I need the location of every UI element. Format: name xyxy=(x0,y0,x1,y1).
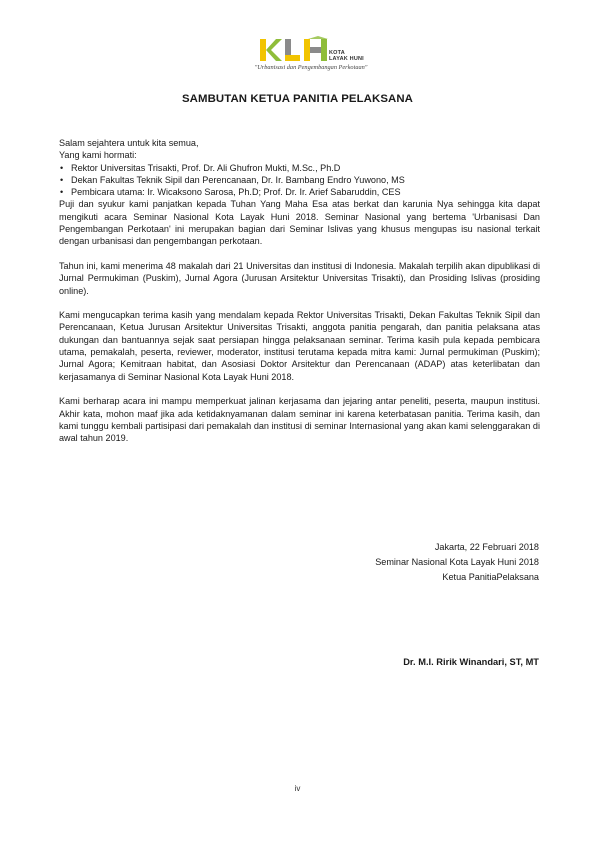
event-name: Seminar Nasional Kota Layak Huni 2018 xyxy=(375,557,539,567)
klh-logo-mark xyxy=(258,36,338,64)
paragraph-papers: Tahun ini, kami menerima 48 makalah dari 21 Universitas dan institusi di Indonesia. Makalah terpilih akan dipublikasi di Jurnal Permukiman (Puskim), Jurnal Agora (Jurusan Arsitektur Universitas Trisakti), dan Prosiding Islivas (prosiding online). xyxy=(59,260,540,296)
signer-role: Ketua PanitiaPelaksana xyxy=(442,572,539,582)
paragraph-thanks: Kami mengucapkan terima kasih yang mendalam kepada Rektor Universitas Trisakti, Dekan Fakultas Teknik Sipil dan Perencanaan, Ketua Jurusan Arsitektur Universitas Trisakti, anggota panitia pengarah, dan panitia pelaksana atas dukungan dan bantuannya sejak saat persiapan hingga pelaksanaan seminar. Terima kasih pula kepada pembicara utama, pemakalah, peserta, reviewer, moderator, institusi terutama kepada mitra kami: Jurnal permukiman (Puskim); Jurnal Agora; Kemitraan habitat, dan Asosiasi Doktor Arsitektur dan Perencanaan (ADAP) atas keterlibatan dan kerjasamanya di Seminar Nasional Kota Layak Huni 2018. xyxy=(59,310,540,382)
bullet-icon: • xyxy=(60,174,64,185)
letter-body xyxy=(59,137,540,444)
logo-kota-text: KOTA LAYAK HUNI xyxy=(329,50,364,62)
list-item: • Pembicara utama: Ir. Wicaksono Sarosa, Ph.D; Prof. Dr. Ir. Arief Sabaruddin, CES xyxy=(60,187,401,198)
respected-list xyxy=(59,162,540,199)
list-item: • Dekan Fakultas Teknik Sipil dan Perencanaan, Dr. Ir. Bambang Endro Yuwono, MS xyxy=(60,174,405,185)
signoff-block xyxy=(375,540,539,585)
page-number: iv xyxy=(294,784,301,793)
bullet-icon: • xyxy=(60,187,64,198)
greeting: Salam sejahtera untuk kita semua, xyxy=(59,138,199,148)
bullet-icon: • xyxy=(60,162,64,173)
paragraph-gratitude: Puji dan syukur kami panjatkan kepada Tuhan Yang Maha Esa atas berkat dan karunia Nya sehingga kita dapat mengikuti acara Seminar Nasional Kota Layak Huni 2018. Seminar Nasional yang bertema 'Urbanisasi Dan Pengembangan Perkotaan' ini merupakan bagian dari Seminar Islivas yang khusus mengupas isu nasional terkait dengan urbanisasi dan pengembangan perkotaan. xyxy=(59,199,540,247)
respected-line: Yang kami hormati: xyxy=(59,150,137,161)
place-date: Jakarta, 22 Februari 2018 xyxy=(434,542,539,552)
paragraph-closing: Kami berharap acara ini mampu memperkuat jalinan kerjasama dan jejaring antar peneliti, peserta, maupun institusi. Akhir kata, mohon maaf jika ada ketidaknyamanan dalam seminar ini karena keterbatasan panitia. Terima kasih, dan kami tunggu kembali partisipasi dari pemakalah dan institusi di seminar Internasional yang akan kami selenggarakan di awal tahun 2019. xyxy=(59,396,540,444)
kota-layak-huni-logo xyxy=(246,33,376,75)
logo-tagline: "Urbanisasi dan Pengembangan Perkotaan" xyxy=(254,64,368,71)
signer-name: Dr. M.I. Ririk Winandari, ST, MT xyxy=(403,657,539,667)
list-item: • Rektor Universitas Trisakti, Prof. Dr. Ali Ghufron Mukti, M.Sc., Ph.D xyxy=(60,162,341,173)
page-title: SAMBUTAN KETUA PANITIA PELAKSANA xyxy=(181,93,413,105)
